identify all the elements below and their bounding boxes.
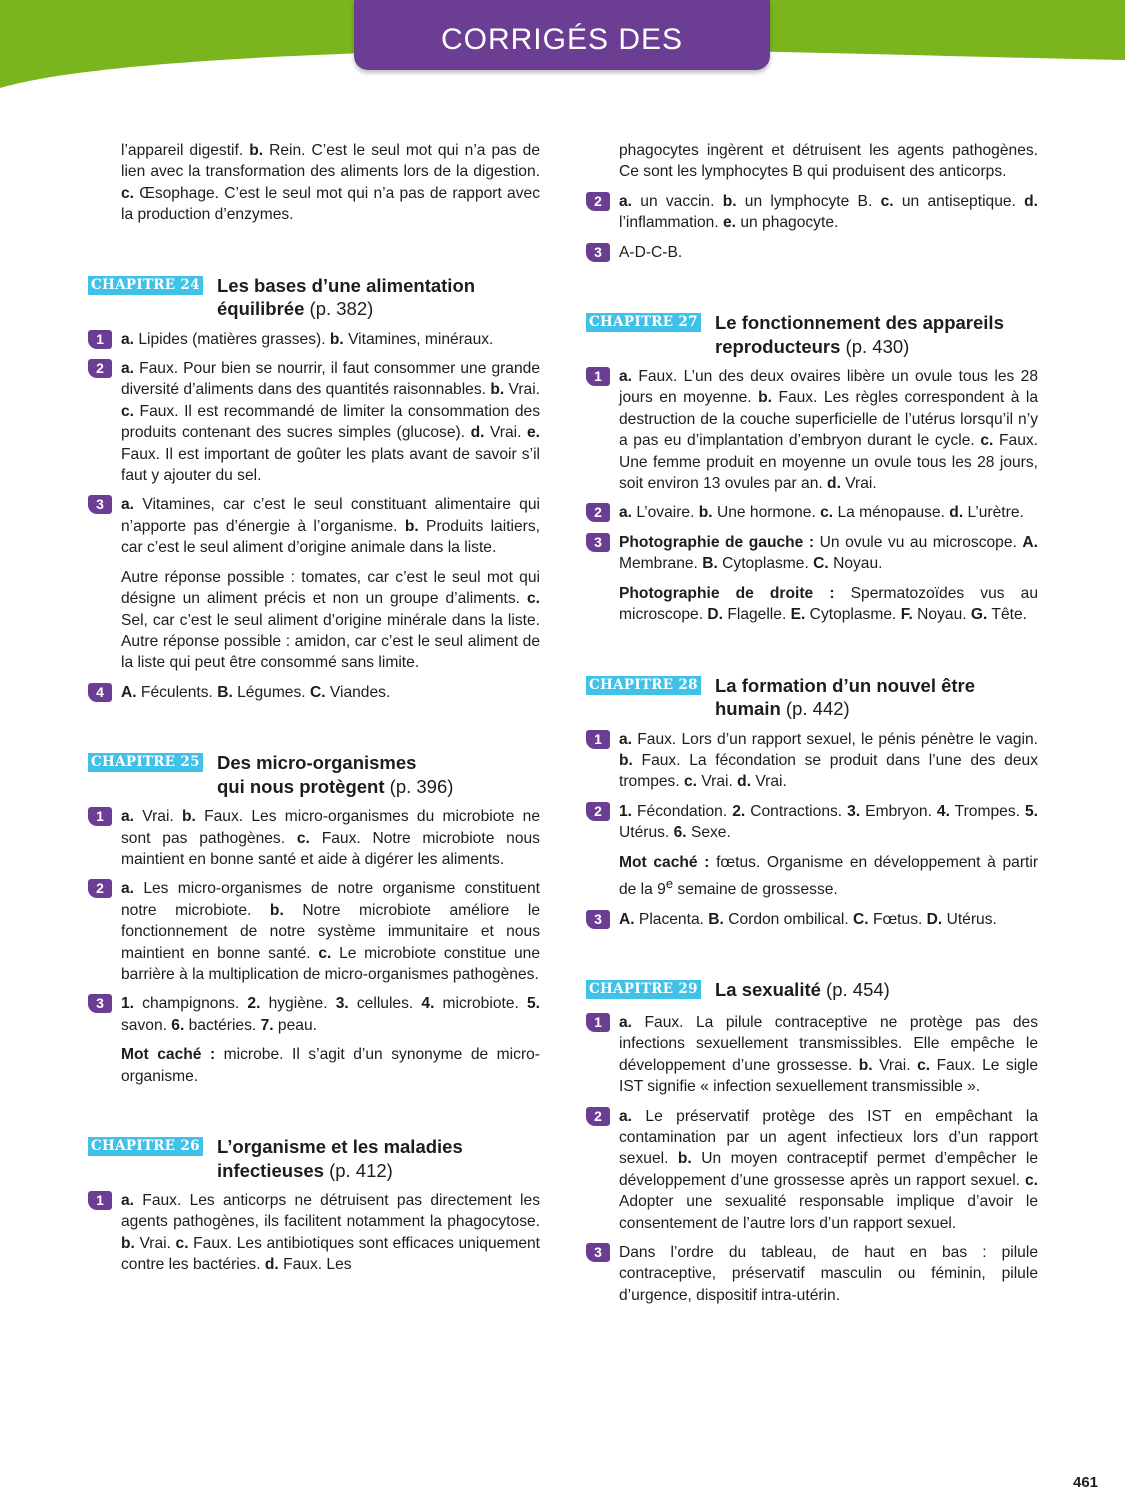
question-number: 3 bbox=[586, 1243, 610, 1262]
answer-item: 1 a. Faux. Les anticorps ne détruisent pas directement les agents pathogènes, ils facilitent notamment la phagocytose. b. Vrai. c. Faux. Les antibiotiques sont efficaces uniquement contre les bactéries. d. Faux. Les bbox=[88, 1190, 540, 1276]
question-number: 2 bbox=[586, 192, 610, 211]
chapter-badge: CHAPITRE 25 bbox=[88, 753, 203, 772]
chapter-title: La sexualité (p. 454) bbox=[715, 978, 890, 1000]
chapter-title: Les bases d’une alimentation équilibrée (p. 382) bbox=[217, 274, 476, 320]
answer-item: 3 Dans l’ordre du tableau, de haut en bas : pilule contraceptive, préservatif masculin ou féminin, pilule d’urgence, dispositif intra-utérin. bbox=[586, 1242, 1038, 1306]
chapter-25-heading bbox=[88, 751, 540, 798]
answer-item: 3 a. Vitamines, car c’est le seul constituant alimentaire qui n’apporte pas d’énergie à l’organisme. b. Produits laitiers, car c’est le seul aliment d’origine animale dans la liste. Autre réponse possible : tomates, car c’est le seul mot qui désigne un aliment précis et non un groupe d’aliments. c. Sel, car c’est le seul aliment d’origine minérale dans la liste. Autre réponse possible : amidon, car c’est le seul aliment de la liste qui peut être consommé sans limite. bbox=[88, 494, 540, 673]
chapter-title: Le fonctionnement des appareils reproducteurs (p. 430) bbox=[715, 312, 1004, 357]
chapter-title: L’organisme et les maladies infectieuses (p. 412) bbox=[217, 1136, 463, 1181]
question-number: 2 bbox=[586, 503, 610, 522]
question-number: 4 bbox=[88, 683, 112, 702]
chapter-badge: CHAPITRE 29 bbox=[586, 980, 701, 999]
question-number: 2 bbox=[586, 802, 610, 821]
chapter-title: Des micro-organismes qui nous protègent (p. 396) bbox=[217, 752, 454, 797]
answer-item: 1 a. Faux. Lors d’un rapport sexuel, le pénis pénètre le vagin. b. Faux. La fécondation se produit dans l’une des deux trompes. c. Vrai. d. Vrai. bbox=[586, 729, 1038, 793]
question-number: 3 bbox=[586, 910, 610, 929]
chapter-title: La formation d’un nouvel être humain (p. 442) bbox=[715, 674, 976, 719]
answer-item: 2 a. L’ovaire. b. Une hormone. c. La ménopause. d. L’urètre. bbox=[586, 502, 1038, 523]
answer-item: 1 a. Lipides (matières grasses). b. Vitamines, minéraux. bbox=[88, 329, 540, 350]
continued-paragraph: phagocytes ingèrent et détruisent les agents pathogènes. Ce sont les lymphocytes B qui produisent des anticorps. bbox=[619, 142, 1038, 181]
answer-item: 2 a. un vaccin. b. un lymphocyte B. c. un antiseptique. d. l’inflammation. e. un phagocyte. bbox=[586, 191, 1038, 234]
chapter-28-heading bbox=[586, 674, 1038, 721]
question-number: 3 bbox=[88, 994, 112, 1013]
question-number: 3 bbox=[88, 495, 112, 514]
page-number: 461 bbox=[1073, 1474, 1099, 1491]
answer-item: 2 a. Faux. Pour bien se nourrir, il faut consommer une grande diversité d’aliments dans des quantités raisonnables. b. Vrai. c. Faux. Il est recommandé de limiter la consommation des produits contenant des sucres simples (glucose). d. Vrai. e. Faux. Il est important de goûter les plats avant de savoir s’il faut y ajouter du sel. bbox=[88, 358, 540, 486]
answer-item: 1 a. Vrai. b. Faux. Les micro-organismes du microbiote ne sont pas pathogènes. c. Faux. Notre microbiote nous maintient en bonne santé et aide à digérer les aliments. bbox=[88, 806, 540, 870]
chapter-badge: CHAPITRE 26 bbox=[88, 1137, 203, 1156]
chapter-badge: CHAPITRE 27 bbox=[586, 313, 701, 332]
answer-item: 1 a. Faux. La pilule contraceptive ne protège pas des infections sexuellement transmissibles. Elle empêche le développement d’une grossesse. b. Vrai. c. Faux. Le sigle IST signifie « infection sexuellement transmissible ». bbox=[586, 1012, 1038, 1098]
answer-item: 1 a. Faux. L’un des deux ovaires libère un ovule tous les 28 jours en moyenne. b. Faux. Les règles correspondent à la destruction de la couche superficielle de l’utérus lorsqu’il n’y a pas eu d’implantation d’embryon durant le cycle. c. Faux. Une femme produit en moyenne un ovule tous les 28 jours, soit environ 13 ovules par an. d. Vrai. bbox=[586, 366, 1038, 494]
answer-item: 3 A. Placenta. B. Cordon ombilical. C. Fœtus. D. Utérus. bbox=[586, 909, 1038, 930]
answer-item: 2 1. Fécondation. 2. Contractions. 3. Embryon. 4. Trompes. 5. Utérus. 6. Sexe. Mot caché : fœtus. Organisme en développement à partir de la 9e semaine de grossesse. bbox=[586, 801, 1038, 901]
chapter-badge: CHAPITRE 24 bbox=[88, 276, 203, 295]
chapter-24-heading bbox=[88, 274, 540, 321]
chapter-badge: CHAPITRE 28 bbox=[586, 676, 701, 695]
chapter-29-heading bbox=[586, 978, 1038, 1004]
question-number: 2 bbox=[88, 879, 112, 898]
question-number: 1 bbox=[586, 1013, 610, 1032]
answer-item: 2 a. Le préservatif protège des IST en empêchant la contamination par un agent infectieux lors d’un rapport sexuel. b. Un moyen contraceptif permet d’empêcher le développement d’une grossesse après un rapport sexuel. c. Adopter une sexualité responsable implique d’avoir le consentement de l’autre lors d’un rapport sexuel. bbox=[586, 1106, 1038, 1234]
question-number: 1 bbox=[88, 1191, 112, 1210]
question-number: 2 bbox=[88, 359, 112, 378]
page-header-title: CORRIGÉS DES EXERCICES bbox=[354, 0, 770, 70]
question-number: 1 bbox=[586, 730, 610, 749]
answer-item: 3 1. champignons. 2. hygiène. 3. cellules. 4. microbiote. 5. savon. 6. bactéries. 7. peau. Mot caché : microbe. Il s’agit d’un synonyme de micro-organisme. bbox=[88, 993, 540, 1087]
answer-item: 3 Photographie de gauche : Un ovule vu au microscope. A. Membrane. B. Cytoplasme. C. Noyau. Photographie de droite : Spermatozoïdes vus au microscope. D. Flagelle. E. Cytoplasme. F. Noyau. G. Tête. bbox=[586, 532, 1038, 626]
question-number: 3 bbox=[586, 533, 610, 552]
answer-item: 4 A. Féculents. B. Légumes. C. Viandes. bbox=[88, 682, 540, 703]
answer-item: 2 a. Les micro-organismes de notre organisme constituent notre microbiote. b. Notre microbiote améliore le fonctionnement de notre système immunitaire et nous maintient en bonne santé. c. Le microbiote constitue une barrière à la multiplication de micro-organismes pathogènes. bbox=[88, 878, 540, 985]
question-number: 3 bbox=[586, 243, 610, 262]
left-column bbox=[88, 140, 540, 1284]
question-number: 1 bbox=[586, 367, 610, 386]
chapter-27-heading bbox=[586, 311, 1038, 358]
question-number: 1 bbox=[88, 807, 112, 826]
chapter-26-heading bbox=[88, 1135, 540, 1182]
right-column bbox=[586, 140, 1038, 1314]
question-number: 1 bbox=[88, 330, 112, 349]
question-number: 2 bbox=[586, 1107, 610, 1126]
intro-paragraph: l’appareil digestif. b. Rein. C’est le seul mot qui n’a pas de lien avec la transformation des aliments lors de la digestion. c. Œsophage. C’est le seul mot qui n’a pas de rapport avec la production d’enzymes. bbox=[121, 142, 540, 224]
answer-item: 3 A-D-C-B. bbox=[586, 242, 1038, 263]
